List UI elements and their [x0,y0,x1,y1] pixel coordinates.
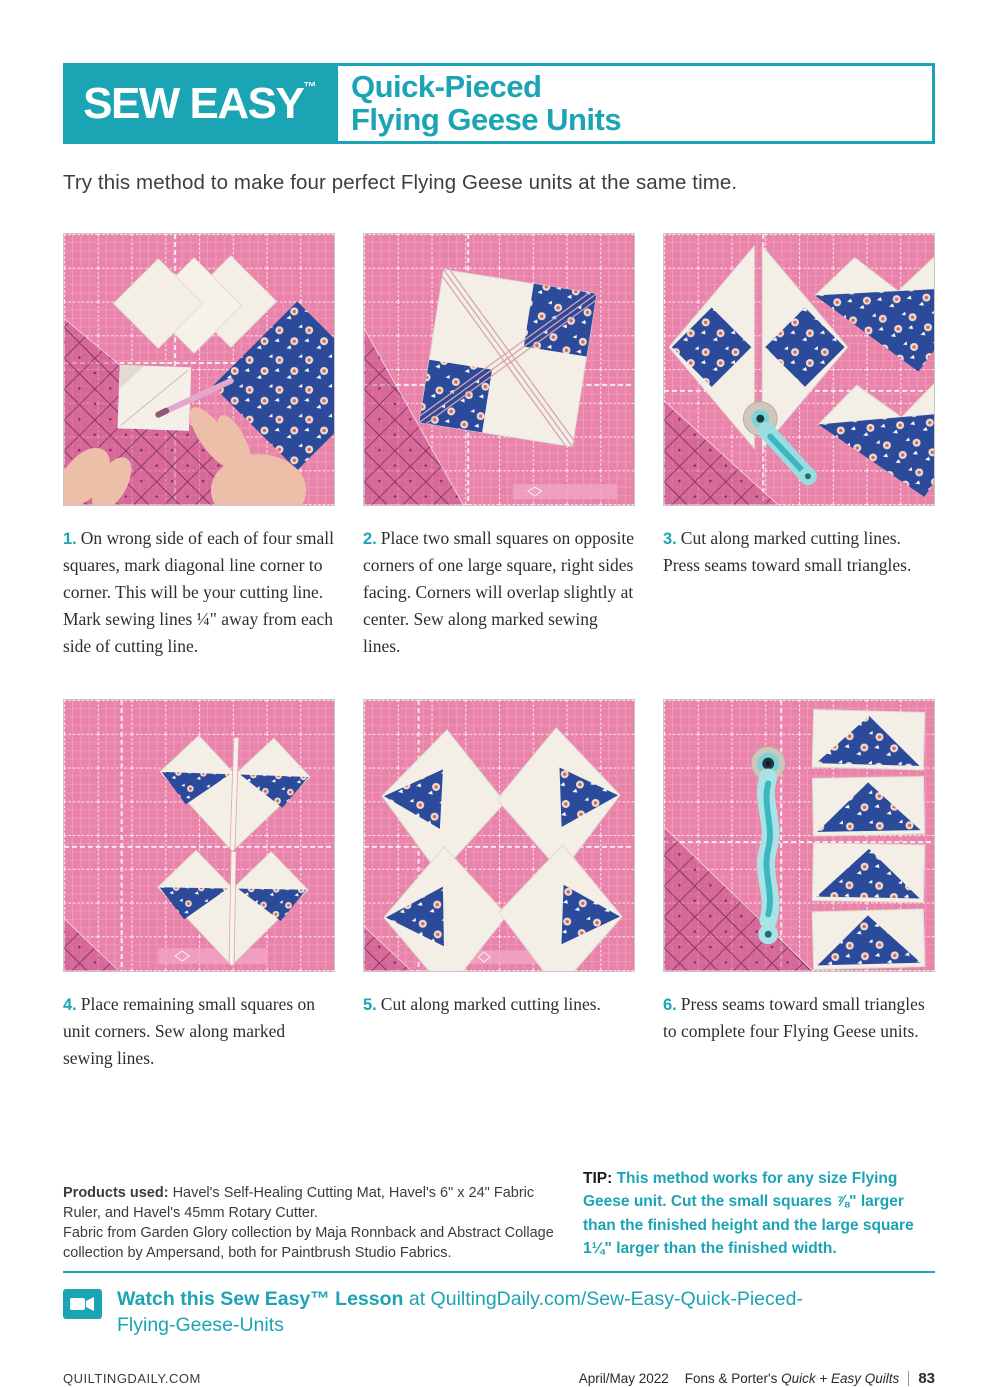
step-1-photo [63,233,335,506]
step-text: Place two small squares on opposite corners of one large square, right sides facing. Corners will overlap slightly at center. Sew along marked sewing lines. [363,528,634,656]
footer-page-number: 83 [918,1369,935,1387]
caption-row-2 [63,991,935,1121]
intro-text: Try this method to make four perfect Flying Geese units at the same time. [63,171,738,194]
lesson-title-box [335,63,935,144]
step-text: Cut along marked cutting lines. [380,994,601,1014]
step-5-photo [363,699,635,972]
step-text: Cut along marked cutting lines. Press seams toward small triangles. [663,528,912,576]
step-4-photo [63,699,335,972]
step-number: 2. [363,530,377,548]
tip-label: TIP: [583,1170,613,1187]
step-4-caption [63,991,335,1121]
pieced-square [419,269,596,446]
footer-issue-info [579,1370,935,1387]
step-3-photo [663,233,935,506]
watch-lesson-link[interactable] [117,1286,803,1339]
step-6-caption [663,991,935,1121]
mat-label [513,484,617,499]
step-text: On wrong side of each of four small squares, mark diagonal line corner to corner. This will be your cutting line. Mark sewing lines ¼" away from each side of cutting line. [63,528,334,656]
brand-title [83,78,315,128]
products-used [63,1183,575,1263]
step-text: Place remaining small squares on unit corners. Sew along marked sewing lines. [63,994,316,1068]
sew-easy-logo [63,63,335,144]
bottom-info-row [63,1167,935,1263]
watch-lesson-bold: Watch this Sew Easy™ Lesson [117,1288,404,1310]
footer-website: QUILTINGDAILY.COM [63,1370,201,1386]
step-number: 4. [63,996,77,1014]
video-camera-icon [63,1289,102,1319]
step-3-caption [663,525,935,699]
products-text-1: Havel's Self-Healing Cutting Mat, Havel's 6" x 24" Fabric Ruler, and Havel's 45mm Rotary Cutter. [63,1185,535,1221]
footer-magazine-title: Quick + Easy Quilts [781,1370,900,1386]
marked-square [118,365,192,431]
teal-divider [63,1271,935,1273]
watch-lesson-url-1: at QuiltingDaily.com/Sew-Easy-Quick-Pieced- [403,1288,803,1310]
step-number: 3. [663,530,677,548]
watch-lesson-row [63,1286,935,1339]
brand-text: SEW EASY [83,78,304,128]
photo-row-2 [63,699,935,972]
footer-issue-date: April/May 2022 [578,1370,669,1386]
footer-separator [908,1371,909,1386]
footer-magazine [685,1371,900,1386]
lesson-title-line1: Quick-Pieced [351,68,542,104]
mat-label [158,948,267,964]
step-number: 1. [63,530,77,548]
step-2-caption [363,525,635,699]
lesson-title-line2: Flying Geese Units [351,101,622,137]
products-label: Products used: [63,1185,169,1201]
step-number: 5. [363,996,377,1014]
step-6-photo [663,699,935,972]
products-line-1 [63,1183,575,1223]
page-footer [63,1370,935,1387]
caption-row-1 [63,525,935,699]
products-line-2: Fabric from Garden Glory collection by Maja Ronnback and Abstract Collage collection by Ampersand, both for Paintbrush Studio Fabrics. [63,1225,554,1261]
step-5-caption [363,991,635,1121]
watch-lesson-url-2: Flying-Geese-Units [117,1314,284,1337]
step-number: 6. [663,996,677,1014]
tip-box [583,1167,935,1260]
trademark-symbol: ™ [303,78,315,94]
footer-magazine-name: Fons & Porter's [684,1370,778,1386]
step-text: Press seams toward small triangles to complete four Flying Geese units. [663,994,925,1042]
step-1-caption [63,525,335,699]
photo-row-1 [63,233,935,506]
step-2-photo [363,233,635,506]
tip-text: This method works for any size Flying Geese unit. Cut the small squares ⅞" larger than the finished height and the large square 1¼" larger than the finished width. [583,1170,914,1257]
header-banner [63,63,935,144]
